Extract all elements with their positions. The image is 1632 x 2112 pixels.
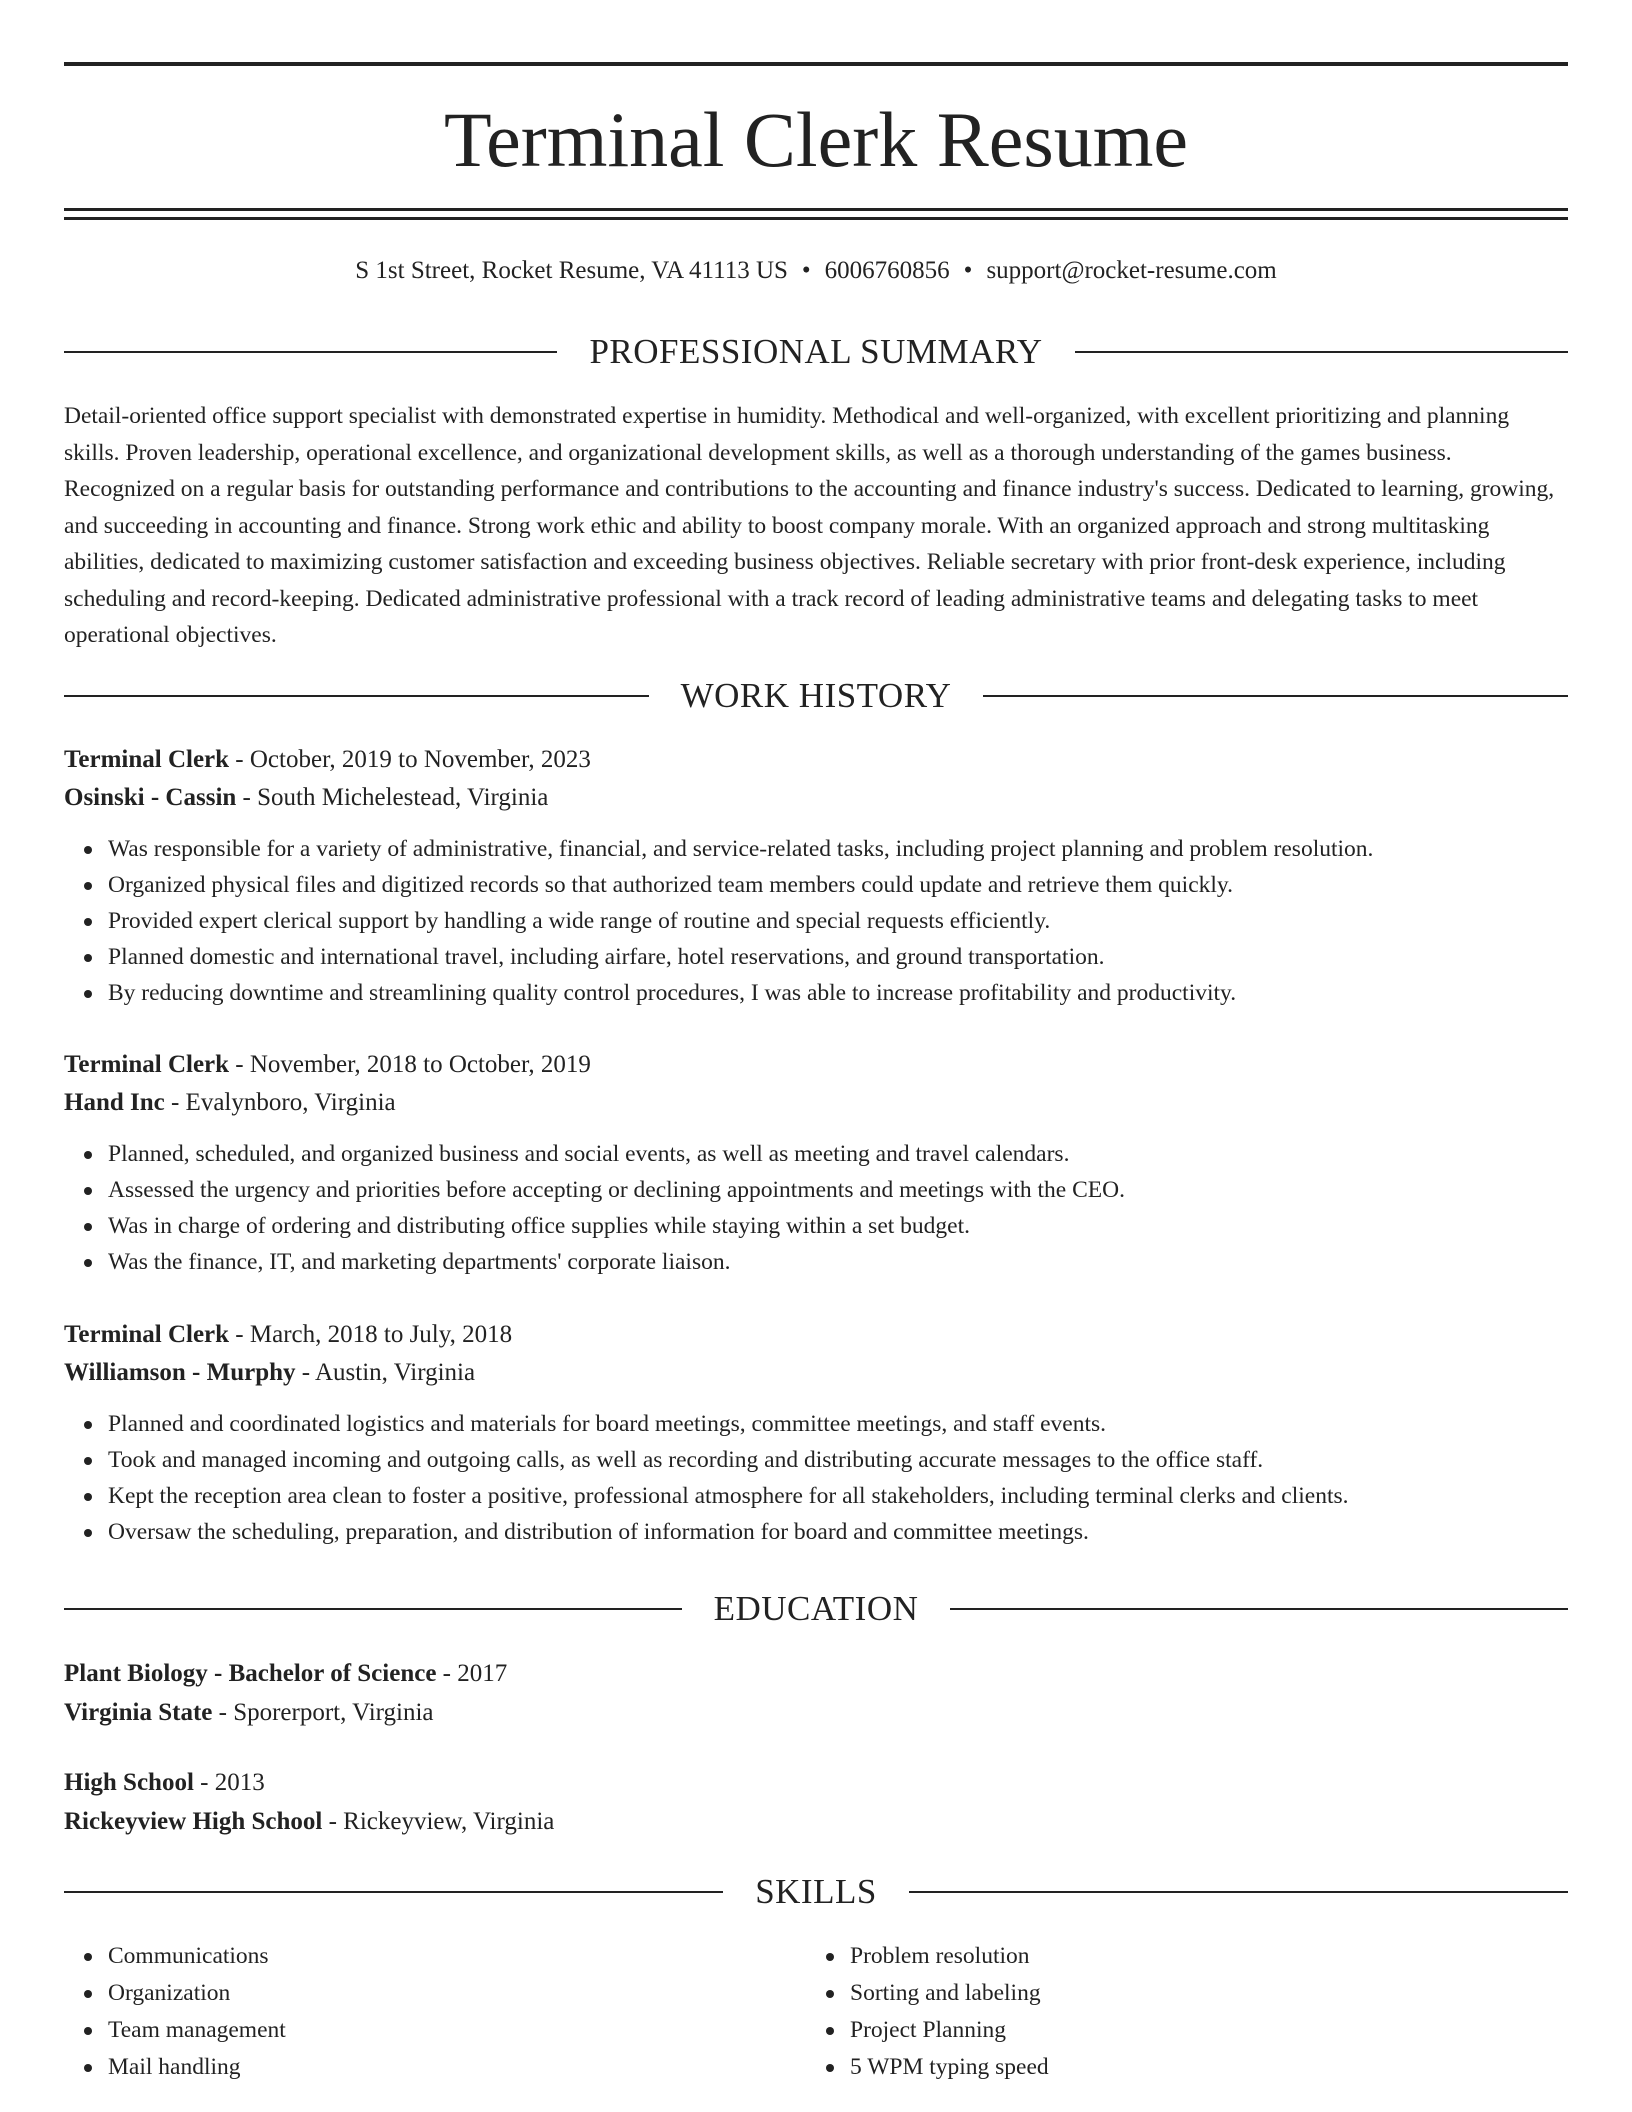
skill-item: 5 WPM typing speed (850, 2049, 1548, 2086)
list-item: Planned and coordinated logistics and materials for board meetings, committee meetings, and staff events. (108, 1406, 1568, 1442)
section-rule (64, 351, 557, 353)
section-rule (64, 1608, 682, 1610)
job-location: - Austin, Virginia (295, 1359, 476, 1386)
list-item: Planned domestic and international travel, including airfare, hotel reservations, and ground transportation. (108, 939, 1568, 975)
skill-item: Team management (108, 2012, 806, 2049)
list-item: Took and managed incoming and outgoing calls, as well as recording and distributing accurate messages to the office staff. (108, 1442, 1568, 1478)
section-title: SKILLS (755, 1872, 877, 1911)
skill-item: Organization (108, 1975, 806, 2012)
list-item: Planned, scheduled, and organized business and social events, as well as meeting and travel calendars. (108, 1136, 1568, 1172)
education-year: - 2017 (436, 1660, 508, 1687)
section-title: EDUCATION (713, 1589, 919, 1628)
section-rule (1075, 351, 1568, 353)
skills-column-right (806, 1938, 1548, 2086)
contact-phone: 6006760856 (824, 257, 950, 284)
job-company: Osinski - Cassin (64, 784, 237, 811)
education-school: Rickeyview High School (64, 1808, 323, 1835)
education-degree: High School (64, 1769, 194, 1796)
list-item: Oversaw the scheduling, preparation, and distribution of information for board and committee meetings. (108, 1514, 1568, 1550)
job-company: Williamson - Murphy (64, 1359, 296, 1386)
skills-list (64, 1938, 1568, 2086)
summary-text: Detail-oriented office support specialist with demonstrated expertise in humidity. Methodical and well-organized, with excellent prioritizing and planning skills. Proven leadership, operational excellence, and organizational development skills, as well as a thorough understanding of the games business. Recognized on a regular basis for outstanding performance and contributions to the accounting and finance industry's success. Dedicated to learning, growing, and succeeding in accounting and finance. Strong work ethic and ability to boost company morale. With an organized approach and strong multitasking abilities, dedicated to maximizing customer satisfaction and exceeding business objectives. Reliable secretary with prior front-desk experience, including scheduling and record-keeping. Dedicated administrative professional with a track record of leading administrative teams and delegating tasks to meet operational objectives. (64, 403, 1555, 648)
job-bullets (64, 1406, 1568, 1550)
section-rule (909, 1891, 1568, 1893)
job-location: - South Michelestead, Virginia (236, 784, 549, 811)
education-school: Virginia State (64, 1699, 213, 1726)
section-header-education (64, 1587, 1568, 1631)
education-entry (64, 1763, 1568, 1841)
page-title: Terminal Clerk Resume (443, 96, 1188, 183)
education-year: - 2013 (193, 1769, 265, 1796)
section-rule (983, 695, 1568, 697)
list-item: Organized physical files and digitized records so that authorized team members could update and retrieve them quickly. (108, 867, 1568, 903)
education-location: - Sporerport, Virginia (212, 1699, 434, 1726)
job-title: Terminal Clerk (64, 1051, 230, 1078)
job-dates: - November, 2018 to October, 2019 (229, 1051, 591, 1078)
job-company: Hand Inc (64, 1089, 165, 1116)
skill-item: Project Planning (850, 2012, 1548, 2049)
skills-column-left (64, 1938, 806, 2086)
section-rule (64, 1891, 723, 1893)
contact-address: S 1st Street, Rocket Resume, VA 41113 US (355, 257, 788, 284)
section-header-summary (64, 330, 1568, 374)
section-title: WORK HISTORY (680, 676, 952, 715)
contact-line (64, 254, 1568, 288)
section-header-work (64, 674, 1568, 718)
skill-item: Communications (108, 1938, 806, 1975)
contact-email: support@rocket-resume.com (986, 257, 1277, 284)
contact-separator: • (801, 257, 811, 284)
section-title: PROFESSIONAL SUMMARY (589, 332, 1043, 371)
title-double-rule (64, 208, 1568, 220)
list-item: By reducing downtime and streamlining quality control procedures, I was able to increase profitability and productivity. (108, 975, 1568, 1011)
contact-separator: • (963, 257, 973, 284)
education-degree: Plant Biology - Bachelor of Science (64, 1660, 437, 1687)
section-rule (950, 1608, 1568, 1610)
job-bullets (64, 831, 1568, 1011)
education-entry (64, 1654, 1568, 1732)
top-rule (64, 62, 1568, 66)
list-item: Was in charge of ordering and distributing office supplies while staying within a set budget. (108, 1208, 1568, 1244)
job-bullets (64, 1136, 1568, 1280)
job-location: - Evalynboro, Virginia (164, 1089, 396, 1116)
skill-item: Mail handling (108, 2049, 806, 2086)
list-item: Was responsible for a variety of administrative, financial, and service-related tasks, including project planning and problem resolution. (108, 831, 1568, 867)
list-item: Assessed the urgency and priorities before accepting or declining appointments and meetings with the CEO. (108, 1172, 1568, 1208)
job-entry (64, 1046, 1568, 1280)
section-header-skills (64, 1870, 1568, 1914)
list-item: Kept the reception area clean to foster a positive, professional atmosphere for all stakeholders, including terminal clerks and clients. (108, 1478, 1568, 1514)
job-dates: - March, 2018 to July, 2018 (229, 1321, 513, 1348)
list-item: Provided expert clerical support by handling a wide range of routine and special requests efficiently. (108, 903, 1568, 939)
job-title: Terminal Clerk (64, 1321, 230, 1348)
list-item: Was the finance, IT, and marketing departments' corporate liaison. (108, 1244, 1568, 1280)
job-dates: - October, 2019 to November, 2023 (229, 746, 591, 773)
section-rule (64, 695, 649, 697)
skill-item: Problem resolution (850, 1938, 1548, 1975)
education-location: - Rickeyview, Virginia (322, 1808, 555, 1835)
job-title: Terminal Clerk (64, 746, 230, 773)
job-entry (64, 741, 1568, 1011)
skill-item: Sorting and labeling (850, 1975, 1548, 2012)
job-entry (64, 1316, 1568, 1550)
